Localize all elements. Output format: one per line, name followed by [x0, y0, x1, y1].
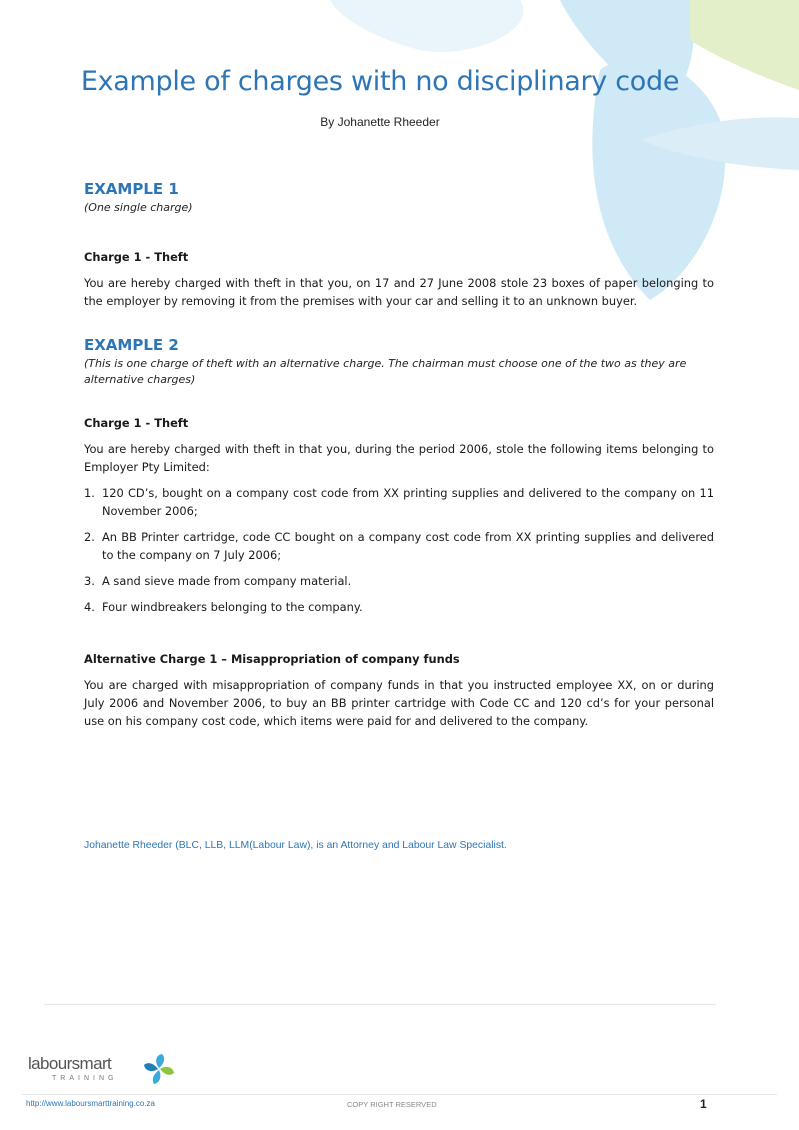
author-bio: Johanette Rheeder (BLC, LLB, LLM(Labour Law), is an Attorney and Labour Law Specialist. [84, 840, 507, 851]
example1-charge-text: You are hereby charged with theft in that you, on 17 and 27 June 2008 stole 23 boxes of paper belonging to the employer by removing it from the premises with your car and selling it to an unknown buyer. [84, 276, 714, 308]
list-item [84, 484, 714, 520]
example1-heading: EXAMPLE 1 [84, 180, 179, 198]
list-item [84, 572, 714, 590]
example2-charge-title: Charge 1 - Theft [84, 416, 189, 430]
example2-charge-text: You are hereby charged with theft in that you, during the period 2006, stole the following items belonging to Employer Pty Limited: [84, 442, 714, 474]
list-item-text: An BB Printer cartridge, code CC bought on a company cost code from XX printing supplies and delivered to the company on 7 July 2006; [102, 530, 714, 562]
footer-copyright: COPY RIGHT RESERVED [347, 1100, 437, 1109]
list-item-text: A sand sieve made from company material. [102, 574, 352, 588]
example1-charge-title: Charge 1 - Theft [84, 250, 189, 264]
list-item-text: Four windbreakers belonging to the company. [102, 600, 363, 614]
document-body [84, 178, 714, 730]
list-item [84, 598, 714, 616]
example1-note: (One single charge) [84, 201, 193, 214]
footer-bottom-divider [22, 1094, 777, 1095]
author-byline: By Johanette Rheeder [320, 115, 440, 129]
list-item-number: 3. [84, 574, 95, 588]
example2-note: (This is one charge of theft with an alternative charge. The chairman must choose one of the two as they are alternative charges) [84, 357, 687, 386]
list-item-text: 120 CD’s, bought on a company cost code from XX printing supplies and delivered to the company on 11 November 2006; [102, 486, 714, 518]
alternative-charge-title: Alternative Charge 1 – Misappropriation of company funds [84, 652, 460, 666]
page-number: 1 [700, 1097, 707, 1111]
list-item-number: 4. [84, 600, 95, 614]
laboursmart-logo [28, 1052, 178, 1088]
document-title: Example of charges with no disciplinary code [80, 66, 680, 97]
example2-heading: EXAMPLE 2 [84, 336, 179, 354]
list-item-number: 2. [84, 530, 95, 544]
list-item-number: 1. [84, 486, 95, 500]
stolen-items-list [84, 484, 714, 616]
list-item [84, 528, 714, 564]
logo-pinwheel-icon [142, 1052, 176, 1086]
footer-divider [44, 1004, 716, 1005]
logo-wordmark: laboursmart [28, 1054, 112, 1073]
alternative-charge-text: You are charged with misappropriation of company funds in that you instructed employee XX, on or during July 2006 and November 2006, to buy an BB printer cartridge with Code CC and 120 cd’s for your personal use on his company cost code, which items were paid for and delivered to the company. [84, 678, 714, 728]
footer-website-link[interactable]: http://www.laboursmarttraining.co.za [26, 1099, 155, 1108]
logo-tagline: TRAINING [52, 1075, 118, 1082]
